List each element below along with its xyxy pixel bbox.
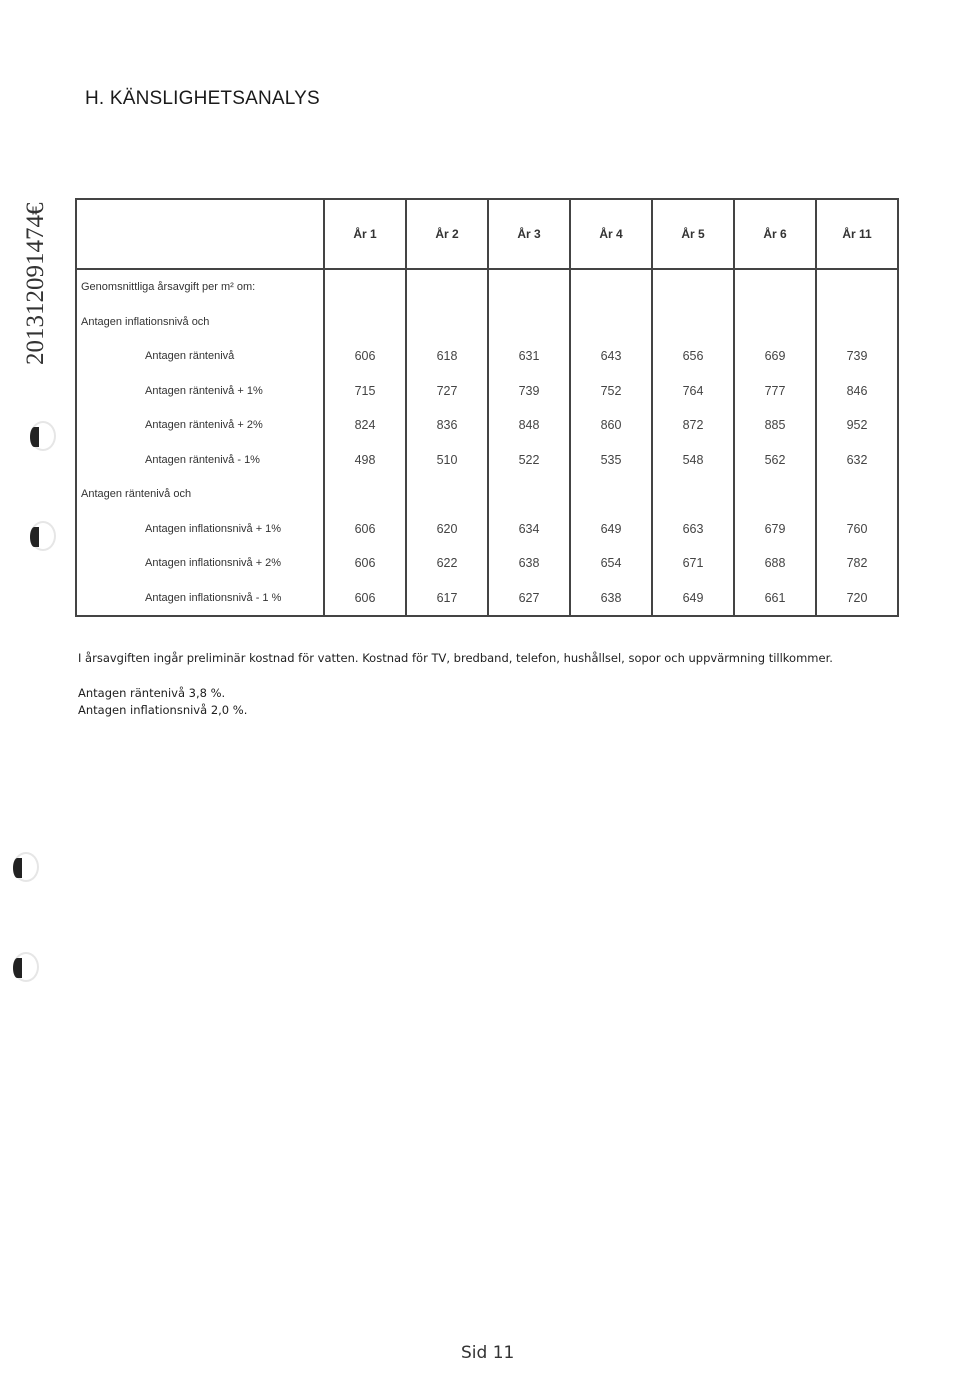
section-heading-row xyxy=(76,305,898,340)
table-cell: 885 xyxy=(734,408,816,443)
document-id-stamp xyxy=(12,190,52,370)
table-cell: 638 xyxy=(570,581,652,617)
table-cell: 634 xyxy=(488,512,570,547)
row-label: Antagen räntenivå + 1% xyxy=(76,374,324,409)
footnote-inflation-rate: Antagen inflationsnivå 2,0 %. xyxy=(78,703,248,717)
table-cell: 777 xyxy=(734,374,816,409)
row-label: Antagen räntenivå - 1% xyxy=(76,443,324,478)
column-header: År 11 xyxy=(816,199,898,269)
column-header: År 2 xyxy=(406,199,488,269)
table-cell: 618 xyxy=(406,339,488,374)
table-cell: 656 xyxy=(652,339,734,374)
table-cell: 649 xyxy=(652,581,734,617)
table-cell: 679 xyxy=(734,512,816,547)
table-cell: 617 xyxy=(406,581,488,617)
table-cell: 782 xyxy=(816,546,898,581)
table-cell: 661 xyxy=(734,581,816,617)
document-id-text: 201312091474€ xyxy=(22,202,49,365)
table-row xyxy=(76,512,898,547)
punch-hole-mark xyxy=(30,421,56,451)
table-cell: 638 xyxy=(488,546,570,581)
table-cell: 522 xyxy=(488,443,570,478)
table-cell: 720 xyxy=(816,581,898,617)
table-cell: 739 xyxy=(488,374,570,409)
punch-hole-mark xyxy=(30,521,56,551)
table-cell: 535 xyxy=(570,443,652,478)
row-label: Antagen räntenivå + 2% xyxy=(76,408,324,443)
section-heading-row xyxy=(76,269,898,305)
table-row xyxy=(76,443,898,478)
table-cell: 510 xyxy=(406,443,488,478)
table-cell: 562 xyxy=(734,443,816,478)
table-cell: 498 xyxy=(324,443,406,478)
header-corner-cell xyxy=(76,199,324,269)
table-cell: 548 xyxy=(652,443,734,478)
punch-hole-mark xyxy=(13,852,39,882)
table-cell: 846 xyxy=(816,374,898,409)
table-cell: 627 xyxy=(488,581,570,617)
table-cell: 643 xyxy=(570,339,652,374)
row-label: Antagen inflationsnivå - 1 % xyxy=(76,581,324,617)
table-cell: 715 xyxy=(324,374,406,409)
table-cell: 622 xyxy=(406,546,488,581)
section-heading: Genomsnittliga årsavgift per m² om: xyxy=(76,269,324,305)
table-cell: 739 xyxy=(816,339,898,374)
section-heading: Antagen räntenivå och xyxy=(76,477,324,512)
column-header: År 1 xyxy=(324,199,406,269)
table-cell: 631 xyxy=(488,339,570,374)
table-row xyxy=(76,546,898,581)
table-cell: 752 xyxy=(570,374,652,409)
table-cell: 671 xyxy=(652,546,734,581)
row-label: Antagen inflationsnivå + 2% xyxy=(76,546,324,581)
table-cell: 860 xyxy=(570,408,652,443)
column-header: År 6 xyxy=(734,199,816,269)
table-cell: 606 xyxy=(324,581,406,617)
row-label: Antagen räntenivå xyxy=(76,339,324,374)
table-row xyxy=(76,339,898,374)
footnote-interest-rate: Antagen räntenivå 3,8 %. xyxy=(78,686,226,700)
table-cell: 824 xyxy=(324,408,406,443)
table-cell: 606 xyxy=(324,546,406,581)
table-cell: 663 xyxy=(652,512,734,547)
table-cell: 764 xyxy=(652,374,734,409)
table-cell: 872 xyxy=(652,408,734,443)
punch-hole-mark xyxy=(13,952,39,982)
footnote-costs: I årsavgiften ingår preliminär kostnad för vatten. Kostnad för TV, bredband, telefon, hushållsel, sopor och uppvärmning tillkommer. xyxy=(78,651,833,665)
section-heading: Antagen inflationsnivå och xyxy=(76,305,324,340)
table-cell: 688 xyxy=(734,546,816,581)
table-row xyxy=(76,581,898,617)
table-cell: 632 xyxy=(816,443,898,478)
table-cell: 669 xyxy=(734,339,816,374)
table-cell: 952 xyxy=(816,408,898,443)
table-cell: 649 xyxy=(570,512,652,547)
table-cell: 727 xyxy=(406,374,488,409)
section-heading-row xyxy=(76,477,898,512)
table-header-row xyxy=(76,199,898,269)
table-cell: 836 xyxy=(406,408,488,443)
table-cell: 620 xyxy=(406,512,488,547)
column-header: År 4 xyxy=(570,199,652,269)
page-number: Sid 11 xyxy=(461,1343,515,1363)
table-cell: 654 xyxy=(570,546,652,581)
table-cell: 848 xyxy=(488,408,570,443)
sensitivity-table xyxy=(75,198,899,617)
table-row xyxy=(76,408,898,443)
column-header: År 5 xyxy=(652,199,734,269)
page-title: H. KÄNSLIGHETSANALYS xyxy=(85,88,320,109)
row-label: Antagen inflationsnivå + 1% xyxy=(76,512,324,547)
table-cell: 606 xyxy=(324,339,406,374)
table-row xyxy=(76,374,898,409)
column-header: År 3 xyxy=(488,199,570,269)
table-cell: 760 xyxy=(816,512,898,547)
table-cell: 606 xyxy=(324,512,406,547)
